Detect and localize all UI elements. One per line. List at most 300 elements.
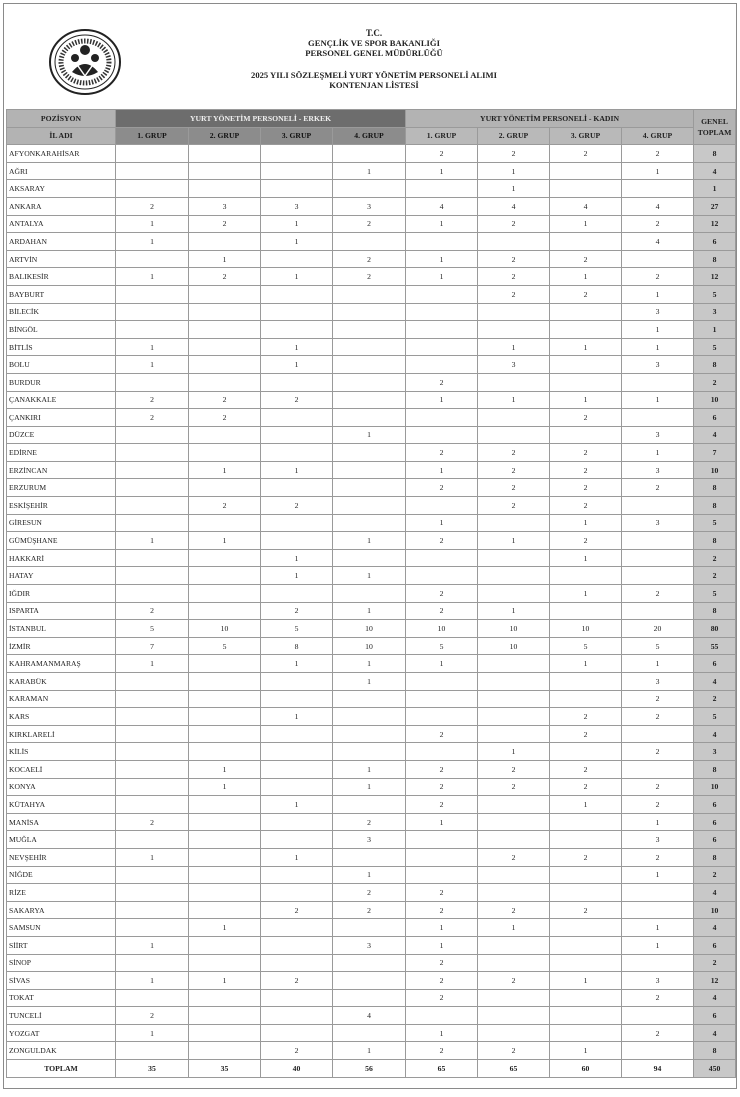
quota-cell bbox=[189, 162, 261, 180]
quota-cell bbox=[189, 936, 261, 954]
quota-cell bbox=[116, 145, 189, 163]
quota-cell bbox=[478, 1007, 550, 1025]
quota-cell: 2 bbox=[478, 285, 550, 303]
quota-cell: 1 bbox=[550, 655, 622, 673]
province-name: GÜMÜŞHANE bbox=[7, 532, 116, 550]
quota-cell bbox=[478, 866, 550, 884]
table-row bbox=[7, 532, 736, 550]
province-name: KİLİS bbox=[7, 743, 116, 761]
quota-cell: 1 bbox=[261, 215, 333, 233]
quota-cell bbox=[622, 567, 694, 585]
table-row bbox=[7, 373, 736, 391]
row-total-cell: 5 bbox=[694, 708, 736, 726]
quota-cell: 2 bbox=[622, 708, 694, 726]
quota-cell: 1 bbox=[116, 356, 189, 374]
grand-total-header: GENEL TOPLAM bbox=[694, 110, 736, 145]
quota-cell: 2 bbox=[622, 585, 694, 603]
quota-cell bbox=[333, 373, 406, 391]
province-name: BALIKESİR bbox=[7, 268, 116, 286]
quota-cell: 2 bbox=[406, 602, 478, 620]
province-name: ARDAHAN bbox=[7, 233, 116, 251]
quota-cell: 1 bbox=[189, 461, 261, 479]
table-row bbox=[7, 1007, 736, 1025]
quota-cell: 1 bbox=[622, 391, 694, 409]
quota-cell bbox=[261, 409, 333, 427]
quota-cell bbox=[406, 549, 478, 567]
province-name: DÜZCE bbox=[7, 426, 116, 444]
quota-cell: 1 bbox=[333, 162, 406, 180]
quota-cell: 5 bbox=[261, 620, 333, 638]
quota-cell bbox=[333, 391, 406, 409]
row-total-cell: 5 bbox=[694, 514, 736, 532]
row-total-cell: 4 bbox=[694, 884, 736, 902]
quota-cell: 5 bbox=[189, 637, 261, 655]
quota-cell bbox=[478, 373, 550, 391]
table-row bbox=[7, 444, 736, 462]
quota-cell bbox=[622, 532, 694, 550]
quota-cell bbox=[189, 796, 261, 814]
quota-cell bbox=[261, 866, 333, 884]
row-total-cell: 2 bbox=[694, 690, 736, 708]
quota-cell bbox=[116, 831, 189, 849]
table-row bbox=[7, 989, 736, 1007]
province-name: ANKARA bbox=[7, 197, 116, 215]
province-name: KOCAELİ bbox=[7, 760, 116, 778]
column-total-cell: 35 bbox=[189, 1060, 261, 1078]
header-line-tc: T.C. bbox=[365, 28, 383, 38]
quota-cell bbox=[261, 444, 333, 462]
province-name: BURDUR bbox=[7, 373, 116, 391]
quota-cell: 2 bbox=[333, 813, 406, 831]
quota-cell: 3 bbox=[622, 972, 694, 990]
quota-cell bbox=[550, 303, 622, 321]
quota-cell: 3 bbox=[333, 936, 406, 954]
quota-cell bbox=[333, 479, 406, 497]
quota-cell: 1 bbox=[406, 1024, 478, 1042]
quota-cell bbox=[478, 884, 550, 902]
quota-cell: 1 bbox=[550, 268, 622, 286]
quota-cell bbox=[116, 461, 189, 479]
quota-cell bbox=[333, 444, 406, 462]
quota-cell bbox=[406, 848, 478, 866]
quota-cell: 4 bbox=[406, 197, 478, 215]
quota-cell bbox=[550, 936, 622, 954]
province-name: AFYONKARAHİSAR bbox=[7, 145, 116, 163]
quota-cell bbox=[116, 919, 189, 937]
quota-cell: 5 bbox=[116, 620, 189, 638]
quota-cell bbox=[333, 145, 406, 163]
table-row bbox=[7, 549, 736, 567]
quota-cell bbox=[189, 848, 261, 866]
table-row bbox=[7, 268, 736, 286]
quota-cell bbox=[189, 813, 261, 831]
quota-cell: 2 bbox=[550, 145, 622, 163]
quota-cell: 2 bbox=[406, 972, 478, 990]
table-row bbox=[7, 567, 736, 585]
quota-cell bbox=[189, 426, 261, 444]
quota-cell: 10 bbox=[333, 637, 406, 655]
quota-cell bbox=[116, 162, 189, 180]
row-total-cell: 6 bbox=[694, 655, 736, 673]
quota-cell bbox=[550, 162, 622, 180]
quota-cell: 1 bbox=[622, 444, 694, 462]
province-name: KAHRAMANMARAŞ bbox=[7, 655, 116, 673]
quota-cell: 2 bbox=[478, 145, 550, 163]
province-name: SİİRT bbox=[7, 936, 116, 954]
quota-cell bbox=[333, 743, 406, 761]
quota-cell bbox=[116, 743, 189, 761]
quota-cell: 2 bbox=[478, 479, 550, 497]
quota-cell: 10 bbox=[406, 620, 478, 638]
quota-cell bbox=[116, 479, 189, 497]
quota-cell: 4 bbox=[622, 233, 694, 251]
quota-cell: 1 bbox=[333, 567, 406, 585]
quota-cell bbox=[261, 479, 333, 497]
quota-cell bbox=[333, 585, 406, 603]
quota-cell bbox=[478, 321, 550, 339]
row-total-cell: 8 bbox=[694, 532, 736, 550]
row-total-cell: 7 bbox=[694, 444, 736, 462]
column-total-cell: 35 bbox=[116, 1060, 189, 1078]
quota-cell bbox=[261, 180, 333, 198]
quota-cell: 2 bbox=[333, 901, 406, 919]
quota-cell bbox=[622, 1007, 694, 1025]
quota-cell bbox=[622, 409, 694, 427]
quota-cell bbox=[333, 338, 406, 356]
table-row bbox=[7, 655, 736, 673]
quota-cell bbox=[261, 673, 333, 691]
header-line-ministry: GENÇLİK VE SPOR BAKANLIĞI bbox=[308, 38, 440, 48]
quota-cell bbox=[261, 373, 333, 391]
quota-cell: 1 bbox=[261, 356, 333, 374]
quota-cell: 2 bbox=[622, 690, 694, 708]
province-name: KONYA bbox=[7, 778, 116, 796]
quota-cell: 1 bbox=[550, 391, 622, 409]
quota-cell: 1 bbox=[261, 233, 333, 251]
quota-cell bbox=[261, 989, 333, 1007]
row-total-cell: 12 bbox=[694, 215, 736, 233]
total-row bbox=[7, 1060, 736, 1078]
quota-cell bbox=[406, 831, 478, 849]
quota-cell bbox=[333, 303, 406, 321]
quota-cell bbox=[478, 549, 550, 567]
province-name: BİNGÖL bbox=[7, 321, 116, 339]
quota-cell bbox=[550, 866, 622, 884]
quota-cell: 2 bbox=[406, 778, 478, 796]
table-row bbox=[7, 972, 736, 990]
quota-cell: 2 bbox=[550, 497, 622, 515]
quota-cell: 1 bbox=[261, 549, 333, 567]
quota-cell: 3 bbox=[622, 514, 694, 532]
group-header: 1. GRUP bbox=[116, 127, 189, 145]
quota-cell: 1 bbox=[116, 215, 189, 233]
quota-cell bbox=[333, 409, 406, 427]
quota-cell: 7 bbox=[116, 637, 189, 655]
quota-cell: 2 bbox=[622, 1024, 694, 1042]
quota-cell bbox=[116, 708, 189, 726]
province-name: BİTLİS bbox=[7, 338, 116, 356]
province-name: ARTVİN bbox=[7, 250, 116, 268]
province-name: HATAY bbox=[7, 567, 116, 585]
quota-cell bbox=[261, 321, 333, 339]
quota-cell bbox=[261, 145, 333, 163]
row-total-cell: 5 bbox=[694, 585, 736, 603]
province-name: ISPARTA bbox=[7, 602, 116, 620]
quota-cell: 2 bbox=[406, 1042, 478, 1060]
quota-cell bbox=[189, 866, 261, 884]
header-line-list-title: KONTENJAN LİSTESİ bbox=[329, 80, 419, 90]
quota-cell bbox=[261, 162, 333, 180]
quota-cell bbox=[116, 321, 189, 339]
quota-cell: 1 bbox=[333, 673, 406, 691]
quota-cell bbox=[189, 585, 261, 603]
table-row bbox=[7, 285, 736, 303]
quota-cell: 2 bbox=[116, 813, 189, 831]
quota-cell: 1 bbox=[333, 778, 406, 796]
row-total-cell: 5 bbox=[694, 285, 736, 303]
table-row bbox=[7, 162, 736, 180]
quota-cell: 2 bbox=[333, 268, 406, 286]
quota-cell: 1 bbox=[189, 778, 261, 796]
header-line-directorate: PERSONEL GENEL MÜDÜRLÜĞÜ bbox=[305, 48, 443, 58]
position-header: POZİSYON bbox=[7, 110, 116, 128]
quota-cell: 1 bbox=[622, 936, 694, 954]
quota-cell bbox=[116, 725, 189, 743]
quota-cell: 2 bbox=[116, 1007, 189, 1025]
quota-cell bbox=[261, 884, 333, 902]
quota-cell bbox=[550, 373, 622, 391]
quota-cell bbox=[189, 884, 261, 902]
quota-cell bbox=[189, 690, 261, 708]
quota-cell bbox=[189, 285, 261, 303]
quota-cell: 10 bbox=[478, 637, 550, 655]
quota-cell bbox=[116, 585, 189, 603]
quota-cell: 2 bbox=[406, 479, 478, 497]
table-row bbox=[7, 831, 736, 849]
quota-cell bbox=[478, 655, 550, 673]
quota-cell: 1 bbox=[622, 866, 694, 884]
quota-cell: 4 bbox=[622, 197, 694, 215]
quota-cell: 10 bbox=[189, 620, 261, 638]
quota-cell: 3 bbox=[333, 831, 406, 849]
quota-cell: 2 bbox=[478, 215, 550, 233]
quota-cell bbox=[116, 1042, 189, 1060]
quota-cell: 10 bbox=[478, 620, 550, 638]
quota-cell: 2 bbox=[478, 901, 550, 919]
quota-cell bbox=[189, 743, 261, 761]
quota-cell: 1 bbox=[261, 848, 333, 866]
quota-cell: 1 bbox=[478, 602, 550, 620]
row-total-cell: 27 bbox=[694, 197, 736, 215]
table-row bbox=[7, 197, 736, 215]
column-total-cell: 94 bbox=[622, 1060, 694, 1078]
quota-cell: 2 bbox=[478, 497, 550, 515]
column-total-cell: 65 bbox=[406, 1060, 478, 1078]
quota-cell bbox=[478, 831, 550, 849]
quota-cell bbox=[189, 954, 261, 972]
province-name: İSTANBUL bbox=[7, 620, 116, 638]
quota-cell: 1 bbox=[550, 796, 622, 814]
quota-cell bbox=[550, 1007, 622, 1025]
quota-cell: 4 bbox=[333, 1007, 406, 1025]
quota-cell bbox=[406, 497, 478, 515]
quota-cell bbox=[261, 514, 333, 532]
quota-cell bbox=[406, 690, 478, 708]
quota-cell: 2 bbox=[406, 444, 478, 462]
quota-cell: 2 bbox=[550, 461, 622, 479]
quota-cell: 2 bbox=[622, 145, 694, 163]
province-name: SİNOP bbox=[7, 954, 116, 972]
quota-cell bbox=[333, 180, 406, 198]
table-row bbox=[7, 708, 736, 726]
row-total-cell: 4 bbox=[694, 162, 736, 180]
row-total-cell: 8 bbox=[694, 356, 736, 374]
quota-cell bbox=[333, 954, 406, 972]
quota-cell: 2 bbox=[550, 848, 622, 866]
quota-cell bbox=[478, 1024, 550, 1042]
quota-cell bbox=[116, 180, 189, 198]
quota-cell: 1 bbox=[622, 338, 694, 356]
row-total-cell: 10 bbox=[694, 391, 736, 409]
province-name: MANİSA bbox=[7, 813, 116, 831]
quota-cell bbox=[333, 514, 406, 532]
quota-cell bbox=[261, 690, 333, 708]
quota-cell: 2 bbox=[261, 901, 333, 919]
quota-cell: 1 bbox=[622, 162, 694, 180]
quota-cell bbox=[116, 285, 189, 303]
quota-cell bbox=[189, 479, 261, 497]
province-name: TOKAT bbox=[7, 989, 116, 1007]
quota-cell bbox=[116, 444, 189, 462]
quota-cell: 3 bbox=[478, 356, 550, 374]
quota-cell: 1 bbox=[550, 215, 622, 233]
row-total-cell: 5 bbox=[694, 338, 736, 356]
quota-cell: 2 bbox=[478, 760, 550, 778]
quota-cell: 2 bbox=[622, 479, 694, 497]
quota-cell bbox=[189, 356, 261, 374]
quota-cell bbox=[189, 901, 261, 919]
quota-cell: 1 bbox=[622, 655, 694, 673]
quota-cell: 1 bbox=[333, 760, 406, 778]
province-name: BİLECİK bbox=[7, 303, 116, 321]
quota-cell: 1 bbox=[622, 321, 694, 339]
table-row bbox=[7, 426, 736, 444]
quota-cell: 2 bbox=[261, 497, 333, 515]
quota-cell: 2 bbox=[333, 884, 406, 902]
quota-cell: 2 bbox=[622, 989, 694, 1007]
province-name: EDİRNE bbox=[7, 444, 116, 462]
quota-cell bbox=[116, 250, 189, 268]
quota-cell bbox=[622, 373, 694, 391]
quota-cell bbox=[189, 602, 261, 620]
column-total-cell: 40 bbox=[261, 1060, 333, 1078]
table-row bbox=[7, 233, 736, 251]
quota-cell: 2 bbox=[189, 409, 261, 427]
quota-cell bbox=[406, 180, 478, 198]
quota-cell: 2 bbox=[406, 760, 478, 778]
group-header: 2. GRUP bbox=[478, 127, 550, 145]
quota-cell bbox=[478, 426, 550, 444]
quota-cell: 2 bbox=[478, 268, 550, 286]
quota-cell: 1 bbox=[116, 655, 189, 673]
quota-cell: 2 bbox=[622, 778, 694, 796]
quota-cell bbox=[261, 585, 333, 603]
quota-cell bbox=[261, 532, 333, 550]
quota-cell bbox=[116, 567, 189, 585]
row-total-cell: 6 bbox=[694, 936, 736, 954]
quota-cell bbox=[550, 426, 622, 444]
quota-cell bbox=[116, 497, 189, 515]
quota-cell bbox=[189, 444, 261, 462]
quota-cell: 2 bbox=[189, 268, 261, 286]
table-row bbox=[7, 919, 736, 937]
quota-cell: 1 bbox=[333, 866, 406, 884]
row-total-cell: 6 bbox=[694, 409, 736, 427]
quota-cell bbox=[550, 602, 622, 620]
quota-cell: 2 bbox=[550, 444, 622, 462]
quota-cell bbox=[189, 708, 261, 726]
row-total-cell: 2 bbox=[694, 373, 736, 391]
quota-cell bbox=[116, 989, 189, 1007]
quota-cell: 1 bbox=[406, 655, 478, 673]
quota-cell: 1 bbox=[189, 760, 261, 778]
quota-cell: 2 bbox=[406, 901, 478, 919]
quota-cell: 2 bbox=[622, 215, 694, 233]
quota-cell: 1 bbox=[406, 461, 478, 479]
quota-cell bbox=[189, 989, 261, 1007]
quota-cell bbox=[189, 514, 261, 532]
quota-cell: 2 bbox=[406, 796, 478, 814]
quota-cell: 1 bbox=[622, 285, 694, 303]
quota-cell bbox=[333, 725, 406, 743]
quota-cell bbox=[478, 567, 550, 585]
quota-cell: 2 bbox=[550, 532, 622, 550]
total-label: TOPLAM bbox=[7, 1060, 116, 1078]
row-total-cell: 12 bbox=[694, 268, 736, 286]
header-title-block bbox=[124, 28, 624, 90]
quota-cell bbox=[333, 461, 406, 479]
quota-cell bbox=[550, 1024, 622, 1042]
header-line-announcement: 2025 YILI SÖZLEŞMELİ YURT YÖNETİM PERSONELİ ALIMI bbox=[251, 70, 497, 80]
quota-cell: 2 bbox=[189, 497, 261, 515]
province-name: İZMİR bbox=[7, 637, 116, 655]
quota-cell: 2 bbox=[478, 778, 550, 796]
quota-cell bbox=[333, 549, 406, 567]
province-name: HAKKARİ bbox=[7, 549, 116, 567]
quota-cell bbox=[550, 743, 622, 761]
row-total-cell: 2 bbox=[694, 866, 736, 884]
row-total-cell: 4 bbox=[694, 725, 736, 743]
table-row bbox=[7, 145, 736, 163]
quota-cell: 1 bbox=[550, 1042, 622, 1060]
group-header: 1. GRUP bbox=[406, 127, 478, 145]
quota-cell bbox=[189, 180, 261, 198]
quota-cell: 1 bbox=[478, 532, 550, 550]
quota-cell: 3 bbox=[622, 461, 694, 479]
quota-cell bbox=[333, 708, 406, 726]
quota-cell bbox=[622, 549, 694, 567]
province-name: TUNCELİ bbox=[7, 1007, 116, 1025]
province-name: ERZURUM bbox=[7, 479, 116, 497]
quota-cell bbox=[189, 1007, 261, 1025]
quota-cell: 3 bbox=[622, 426, 694, 444]
document-page bbox=[3, 3, 737, 1089]
quota-cell bbox=[406, 233, 478, 251]
quota-cell bbox=[478, 989, 550, 1007]
province-name: ZONGULDAK bbox=[7, 1042, 116, 1060]
quota-table bbox=[6, 109, 736, 1078]
quota-cell: 2 bbox=[116, 391, 189, 409]
